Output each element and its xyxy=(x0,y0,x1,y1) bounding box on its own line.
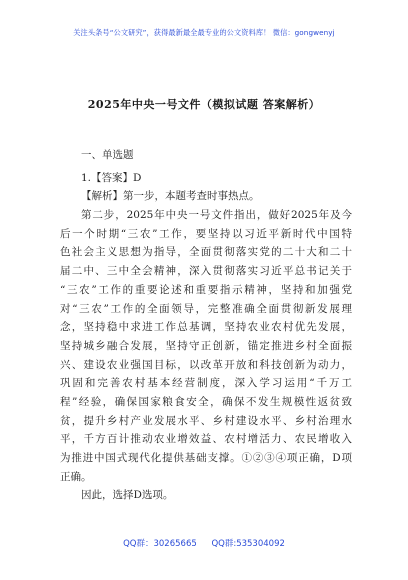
paragraph-line: 坚持城乡融合发展，坚持守正创新，锚定推进乡村全面振 xyxy=(60,339,352,352)
paragraph-line: 色社会主义思想为指导，全面贯彻落实党的二十大和二十 xyxy=(60,246,352,259)
paragraph-line: 程”经验，确保国家粮食安全，确保不发生规模性返贫致 xyxy=(60,395,352,408)
paragraph-line: 平，千方百计推动农业增效益、农村增活力、农民增收入 xyxy=(60,433,352,446)
footer xyxy=(0,537,408,549)
document-title: 2025年中央一号文件（模拟试题 答案解析） xyxy=(87,98,321,111)
paragraph-line: 后一个时期“三农”工作，要坚持以习近平新时代中国特 xyxy=(60,227,352,240)
footer-qq-group-1: QQ群：30265665 xyxy=(123,539,197,549)
answer-line: 1.【答案】D xyxy=(81,171,142,184)
section-heading: 一、单选题 xyxy=(81,149,134,161)
paragraph-line: 巩固和完善农村基本经营制度，深入学习运用“千万工 xyxy=(60,377,352,390)
paragraph-line: 正确。 xyxy=(60,470,92,483)
document-body xyxy=(60,146,352,505)
paragraph-line: 对“三农”工作的全面领导，完整准确全面贯彻新发展理 xyxy=(60,302,352,315)
paragraph-line: 念，坚持稳中求进工作总基调，坚持农业农村优先发展， xyxy=(60,321,352,334)
header-banner: 关注头条号“公文研究”，获得最新最全最专业的公文资料库！ 微信：gongwenyj xyxy=(73,28,335,37)
paragraph-line: 贫，提升乡村产业发展水平、乡村建设水平、乡村治理水 xyxy=(60,414,352,427)
footer-qq-group-2: QQ群:535304092 xyxy=(211,539,285,549)
analysis-line: 【解析】第一步，本题考查时事热点。 xyxy=(81,190,260,203)
paragraph-line: 兴、建设农业强国目标，以改革开放和科技创新为动力， xyxy=(60,358,352,371)
paragraph-line: 第二步，2025年中央一号文件指出，做好2025年及今 xyxy=(81,209,352,222)
paragraph-line: 为推进中国式现代化提供基础支撑。①②③④项正确，D项 xyxy=(60,452,352,464)
conclusion-line: 因此，选择D选项。 xyxy=(81,489,174,502)
paragraph-line: 届二中、三中全会精神，深入贯彻落实习近平总书记关于 xyxy=(60,265,352,278)
paragraph-line: “三农”工作的重要论述和重要指示精神，坚持和加强党 xyxy=(60,283,352,296)
